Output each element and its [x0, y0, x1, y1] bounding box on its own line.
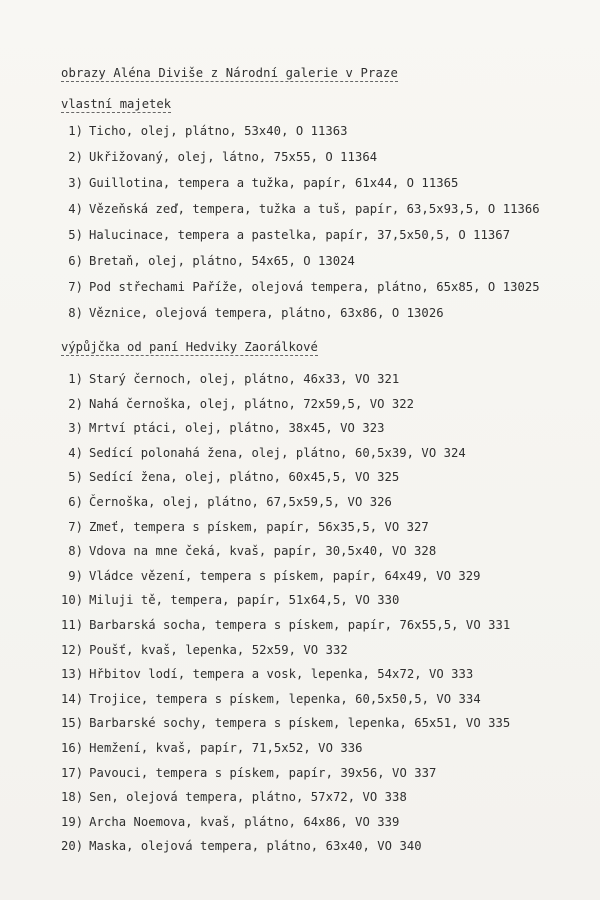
- item-number: 2): [68, 396, 83, 411]
- section-heading-loan: výpůjčka od paní Hedviky Zaorálkové: [61, 340, 318, 354]
- item-number: 8): [68, 306, 83, 320]
- item-text: Ticho, olej, plátno, 53x40, O 11363: [89, 124, 348, 138]
- item-number: 10): [61, 593, 84, 608]
- list-item: [61, 397, 414, 411]
- item-text: Miluji tě, tempera, papír, 51x64,5, VO 330: [89, 593, 400, 608]
- item-text: Ukřižovaný, olej, látno, 75x55, O 11364: [89, 150, 378, 164]
- item-text: Sedící žena, olej, plátno, 60x45,5, VO 325: [89, 470, 400, 485]
- list-item: [61, 544, 436, 558]
- list-item: [61, 667, 473, 681]
- item-text: Vládce vězení, tempera s pískem, papír, 64x49, VO 329: [89, 568, 481, 583]
- item-text: Trojice, tempera s pískem, lepenka, 60,5x50,5, VO 334: [89, 691, 481, 706]
- list-item: [61, 254, 355, 268]
- list-item: [61, 202, 540, 216]
- list-item: [61, 421, 385, 435]
- item-number: 19): [61, 814, 84, 829]
- item-number: 18): [61, 790, 84, 805]
- item-number: 14): [61, 691, 84, 706]
- item-text: Hemžení, kvaš, papír, 71,5x52, VO 336: [89, 741, 363, 755]
- item-text: Věznice, olejová tempera, plátno, 63x86, O 13026: [89, 306, 444, 320]
- item-number: 20): [61, 839, 84, 854]
- list-item: [61, 280, 540, 294]
- item-number: 13): [61, 667, 84, 682]
- list-item: [61, 815, 399, 829]
- item-number: 5): [68, 228, 83, 242]
- section-heading-own: vlastní majetek: [61, 97, 172, 111]
- item-number: 6): [68, 254, 83, 268]
- item-text: Vdova na mne čeká, kvaš, papír, 30,5x40, VO 328: [89, 544, 437, 559]
- list-item: [61, 593, 399, 607]
- list-item: [61, 520, 429, 534]
- item-number: 4): [68, 202, 83, 216]
- list-item: [61, 495, 392, 509]
- list-item: [61, 741, 363, 755]
- list-item: [61, 790, 407, 804]
- item-text: Starý černoch, olej, plátno, 46x33, VO 321: [89, 372, 400, 386]
- item-text: Mrtví ptáci, olej, plátno, 38x45, VO 323: [89, 421, 385, 436]
- list-item: [61, 372, 399, 386]
- item-text: Halucinace, tempera a pastelka, papír, 37,5x50,5, O 11367: [89, 228, 511, 242]
- item-text: Sen, olejová tempera, plátno, 57x72, VO 338: [89, 790, 407, 805]
- item-text: Guillotina, tempera a tužka, papír, 61x44, O 11365: [89, 176, 459, 190]
- item-text: Bretaň, olej, plátno, 54x65, O 13024: [89, 254, 355, 268]
- item-text: Hřbitov lodí, tempera a vosk, lepenka, 54x72, VO 333: [89, 667, 474, 682]
- item-number: 3): [68, 176, 83, 190]
- item-text: Barbarské sochy, tempera s pískem, lepenka, 65x51, VO 335: [89, 716, 511, 731]
- list-item: [61, 446, 466, 460]
- item-number: 1): [68, 372, 83, 386]
- item-number: 17): [61, 765, 84, 780]
- list-item: [61, 150, 377, 164]
- list-item: [61, 692, 481, 706]
- document-title: obrazy Aléna Diviše z Národní galerie v Praze: [61, 66, 398, 80]
- item-text: Archa Noemova, kvaš, plátno, 64x86, VO 339: [89, 814, 400, 829]
- list-item: [61, 124, 348, 138]
- item-number: 2): [68, 150, 83, 164]
- list-item: [61, 569, 481, 583]
- item-number: 4): [68, 445, 83, 460]
- list-item: [61, 716, 510, 730]
- list-item: [61, 176, 458, 190]
- list-item: [61, 306, 444, 320]
- item-text: Barbarská socha, tempera s pískem, papír, 76x55,5, VO 331: [89, 618, 511, 632]
- item-number: 15): [61, 716, 84, 731]
- item-number: 8): [68, 544, 83, 559]
- item-number: 12): [61, 642, 84, 657]
- list-item: [61, 766, 436, 780]
- list-item: [61, 839, 422, 853]
- item-number: 11): [61, 618, 84, 632]
- item-number: 3): [68, 421, 83, 436]
- item-text: Zmeť, tempera s pískem, papír, 56x35,5, VO 327: [89, 519, 429, 534]
- item-number: 5): [68, 470, 83, 485]
- item-text: Poušť, kvaš, lepenka, 52x59, VO 332: [89, 642, 348, 657]
- list-item: [61, 470, 399, 484]
- item-number: 7): [68, 280, 83, 294]
- item-text: Černoška, olej, plátno, 67,5x59,5, VO 326: [89, 495, 392, 509]
- item-text: Pavouci, tempera s pískem, papír, 39x56, VO 337: [89, 765, 437, 780]
- item-text: Sedící polonahá žena, olej, plátno, 60,5x39, VO 324: [89, 445, 466, 460]
- item-text: Nahá černoška, olej, plátno, 72x59,5, VO 322: [89, 396, 415, 411]
- list-item: [61, 228, 510, 242]
- list-item: [61, 643, 348, 657]
- item-text: Pod střechami Paříže, olejová tempera, plátno, 65x85, O 13025: [89, 280, 540, 294]
- item-number: 7): [68, 519, 83, 534]
- item-text: Maska, olejová tempera, plátno, 63x40, VO 340: [89, 839, 422, 854]
- item-number: 6): [68, 495, 83, 509]
- list-item: [61, 618, 510, 632]
- item-number: 16): [61, 741, 84, 755]
- item-text: Vězeňská zeď, tempera, tužka a tuš, papír, 63,5x93,5, O 11366: [89, 202, 540, 216]
- item-number: 1): [68, 124, 83, 138]
- item-number: 9): [68, 568, 83, 583]
